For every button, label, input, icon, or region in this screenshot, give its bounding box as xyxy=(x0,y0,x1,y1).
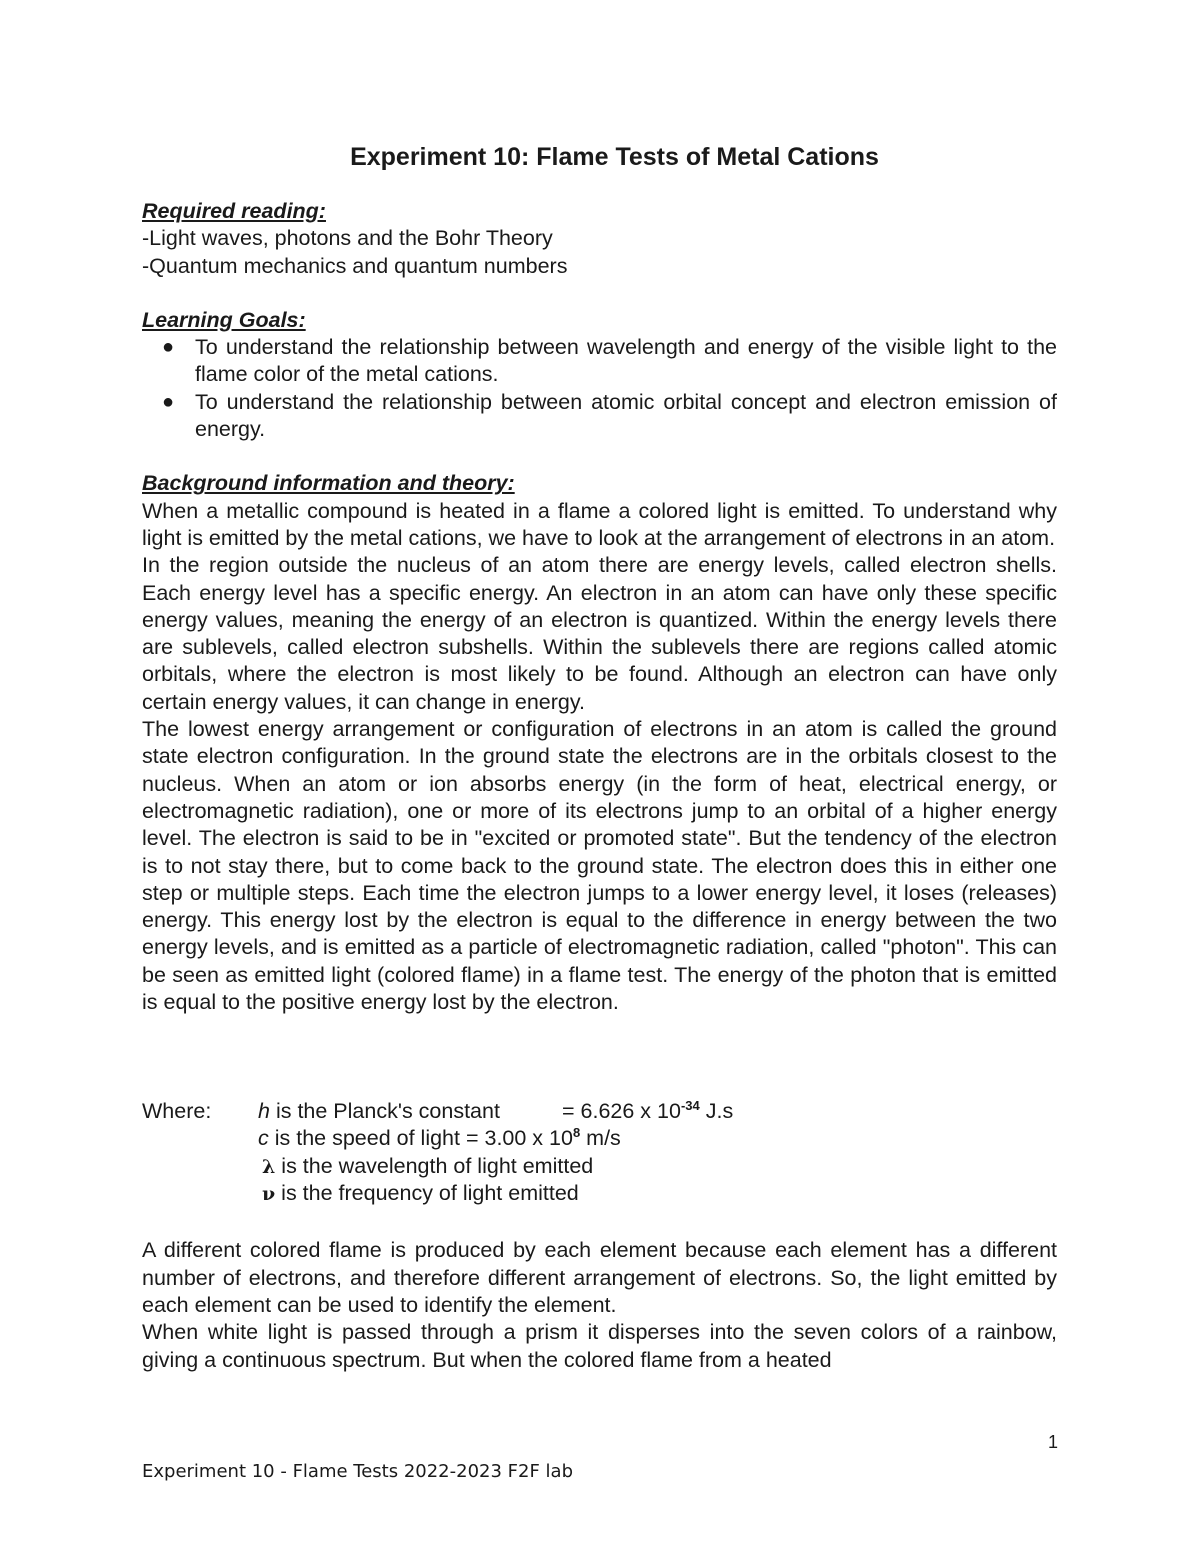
goal-text: To understand the relationship between wavelength and energy of the visible light to the flame color of the metal cations. xyxy=(195,335,1057,387)
nu-symbol: ν xyxy=(262,1183,276,1206)
list-item xyxy=(142,389,1057,444)
page-title: Experiment 10: Flame Tests of Metal Cations xyxy=(350,143,879,171)
list-item xyxy=(142,334,1057,389)
variable-definitions xyxy=(142,1098,1057,1210)
background-paragraph: In the region outside the nucleus of an atom there are energy levels, called electron shells. Each energy level has a specific energy. An electron in an atom can have only these specific energy values, meaning the energy of an electron is quantized. Within the energy levels there are sublevels, called electron subshells. Within the sublevels there are regions called atomic orbitals, where the electron is most likely to be found. Although an electron can have only certain energy values, it can change in energy. xyxy=(142,553,1057,714)
learning-goals-heading: Learning Goals: xyxy=(142,307,306,332)
h-symbol: h xyxy=(258,1099,270,1124)
bullet-icon: ● xyxy=(162,336,175,359)
frequency-definition: ν is the frequency of light emitted xyxy=(262,1181,579,1206)
wavelength-definition: λ is the wavelength of light emitted xyxy=(262,1154,594,1179)
spacer xyxy=(142,443,1057,470)
required-reading-item: -Quantum mechanics and quantum numbers xyxy=(142,253,568,278)
page-footer: Experiment 10 - Flame Tests 2022-2023 F2F lab xyxy=(142,1461,573,1482)
lambda-symbol: λ xyxy=(262,1156,276,1179)
bullet-icon: ● xyxy=(162,390,175,413)
required-reading-item: -Light waves, photons and the Bohr Theory xyxy=(142,226,553,251)
document-body xyxy=(142,140,1057,1374)
required-reading-heading: Required reading: xyxy=(142,199,326,223)
spacer xyxy=(142,1210,1057,1237)
learning-goals-list xyxy=(142,334,1057,443)
background-heading: Background information and theory: xyxy=(142,471,515,496)
goal-text: To understand the relationship between atomic orbital concept and electron emission of energy. xyxy=(195,389,1057,442)
spacer xyxy=(142,280,1057,307)
speed-of-light-definition: c is the speed of light = 3.00 x $10^8$ m/s xyxy=(258,1125,621,1151)
planck-value: = 6.626 x $10^{-34}$ J.s xyxy=(562,1098,734,1124)
closing-paragraph: A different colored flame is produced by each element because each element has a different number of electrons, and therefore different arrangement of electrons. So, the light emitted by each element can be used to identify the element. xyxy=(142,1238,1057,1317)
c-exponent: 8 xyxy=(572,1125,581,1141)
planck-text: is the Planck's constant xyxy=(269,1099,500,1124)
planck-definition xyxy=(258,1098,500,1125)
equation-area xyxy=(142,1016,1057,1098)
background-paragraph: The lowest energy arrangement or configuration of electrons in an atom is called the ground state electron configuration. In the ground state the electrons are in the orbitals closest to the nucleus. When an atom or ion absorbs energy (in the form of heat, electrical energy, or electromagnetic radiation), one or more of its electrons jump to an orbital of a higher energy level. The electron is said to be in "excited or promoted state". But the tendency of the electron is to not stay there, but to come back to the ground state. The electron does this in either one step or multiple steps. Each time the electron jumps to a lower energy level, it loses (releases) energy. This energy lost by the electron is equal to the difference in energy between the two energy levels, and is emitted as a particle of electromagnetic radiation, called "photon". This can be seen as emitted light (colored flame) in a flame test. The energy of the photon that is emitted is equal to the positive energy lost by the electron. xyxy=(142,717,1057,1015)
closing-paragraph: When white light is passed through a prism it disperses into the seven colors of a rainbow, giving a continuous spectrum. But when the colored flame from a heated xyxy=(142,1320,1057,1372)
page-number: 1 xyxy=(1047,1432,1058,1452)
planck-exponent: -34 xyxy=(680,1098,700,1114)
c-symbol: c xyxy=(258,1126,269,1151)
where-label: Where: xyxy=(142,1099,212,1124)
background-paragraph: When a metallic compound is heated in a flame a colored light is emitted. To understand why light is emitted by the metal cations, we have to look at the arrangement of electrons in an atom. xyxy=(142,498,1057,550)
